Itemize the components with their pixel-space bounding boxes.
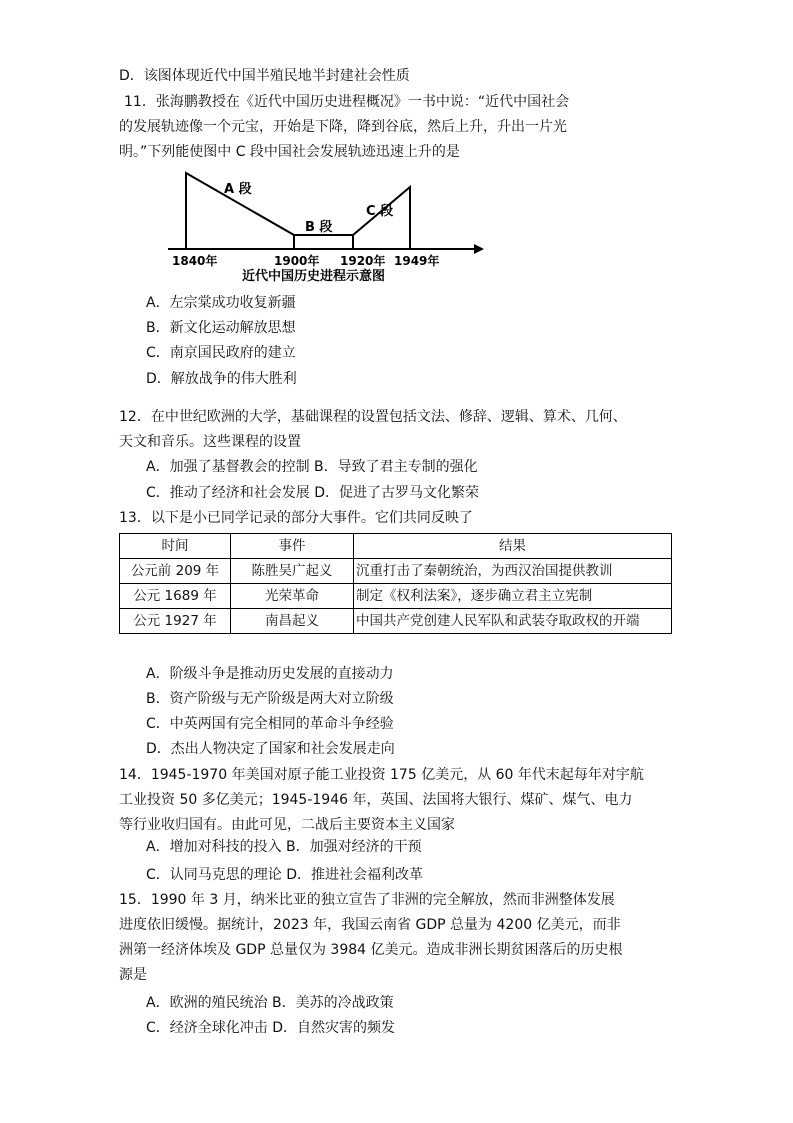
q12-options-cd: C．推动了经济和社会发展 D．促进了古罗马文化繁荣 (146, 485, 480, 501)
q13-option-c: C．中英两国有完全相同的革命斗争经验 (146, 716, 394, 732)
table-row (120, 584, 672, 609)
q15-stem-line-4: 源是 (119, 967, 147, 983)
q14-options-cd: C．认同马克思的理论 D．推进社会福利改革 (146, 867, 424, 883)
q15-stem-line-3: 洲第一经济体埃及 GDP 总量仅为 3984 亿美元。造成非洲长期贫困落后的历史根 (119, 942, 623, 958)
segment-a-label: A 段 (224, 182, 252, 197)
cell-event: 光荣革命 (231, 584, 354, 609)
table-header-row (120, 534, 672, 559)
segment-b-shape (294, 235, 353, 249)
cell-result: 沉重打击了秦朝统治，为西汉治国提供教训 (354, 559, 672, 584)
q12-options-ab: A．加强了基督教会的控制 B．导致了君主专制的强化 (146, 459, 478, 475)
q11-option-b: B．新文化运动解放思想 (146, 320, 296, 336)
table-row (120, 609, 672, 634)
header-time: 时间 (120, 534, 231, 559)
q13-option-a: A．阶级斗争是推动历史发展的直接动力 (146, 666, 394, 682)
q14-stem-line-2: 工业投资 50 多亿美元；1945-1946 年，英国、法国将大银行、煤矿、煤气、电力 (119, 792, 633, 808)
segment-c-label: C 段 (366, 204, 394, 219)
q15-stem-line-1: 15．1990 年 3 月，纳米比亚的独立宣告了非洲的完全解放，然而非洲整体发展 (119, 892, 615, 908)
q15-options-cd: C．经济全球化冲击 D．自然灾害的频发 (146, 1020, 396, 1036)
cell-time: 公元 1689 年 (120, 584, 231, 609)
q11-option-a: A．左宗棠成功收复新疆 (146, 295, 296, 311)
cell-event: 陈胜吴广起义 (231, 559, 354, 584)
q13-option-d: D．杰出人物决定了国家和社会发展走向 (146, 741, 395, 757)
q11-option-d: D．解放战争的伟大胜利 (146, 371, 297, 387)
q11-stem-line-1: 11．张海鹏教授在《近代中国历史进程概况》一书中说：“近代中国社会 (124, 94, 570, 110)
year-label-1949: 1949年 (394, 254, 440, 268)
diagram-caption: 近代中国历史进程示意图 (242, 269, 386, 284)
table-row (120, 559, 672, 584)
header-result: 结果 (354, 534, 672, 559)
cell-time: 公元 1927 年 (120, 609, 231, 634)
q14-stem-line-3: 等行业收归国有。由此可见，二战后主要资本主义国家 (119, 817, 455, 833)
q12-stem-line-2: 天文和音乐。这些课程的设置 (119, 434, 301, 450)
cell-time: 公元前 209 年 (120, 559, 231, 584)
q11-stem-line-2: 的发展轨迹像一个元宝，开始是下降，降到谷底，然后上升，升出一片光 (119, 119, 567, 135)
q13-option-b: B．资产阶级与无产阶级是两大对立阶级 (146, 691, 394, 707)
q15-stem-line-2: 进度依旧缓慢。据统计，2023 年，我国云南省 GDP 总量为 4200 亿美元，而非 (119, 917, 621, 933)
cell-event: 南昌起义 (231, 609, 354, 634)
cell-result: 中国共产党创建人民军队和武装夺取政权的开端 (354, 609, 672, 634)
q13-stem: 13．以下是小已同学记录的部分大事件。它们共同反映了 (119, 510, 473, 526)
cell-result: 制定《权利法案》，逐步确立君主立宪制 (354, 584, 672, 609)
events-table (119, 533, 672, 634)
q14-stem-line-1: 14．1945-1970 年美国对原子能工业投资 175 亿美元，从 60 年代末起每年对宇航 (119, 767, 644, 783)
q11-option-c: C．南京国民政府的建立 (146, 345, 296, 361)
year-label-1920: 1920年 (340, 254, 386, 268)
year-label-1840: 1840年 (172, 254, 218, 268)
timeline-arrow-icon (474, 244, 484, 254)
history-progress-diagram (160, 165, 490, 285)
q15-options-ab: A．欧洲的殖民统治 B．美苏的冷战政策 (146, 995, 394, 1011)
q10-option-d: D．该图体现近代中国半殖民地半封建社会性质 (119, 68, 410, 84)
q11-stem-line-3: 明。”下列能使图中 C 段中国社会发展轨迹迅速上升的是 (119, 144, 460, 160)
q14-options-ab: A．增加对科技的投入 B．加强对经济的干预 (146, 839, 422, 855)
header-event: 事件 (231, 534, 354, 559)
q12-stem-line-1: 12．在中世纪欧洲的大学，基础课程的设置包括文法、修辞、逻辑、算术、几何、 (119, 409, 627, 425)
year-label-1900: 1900年 (274, 254, 320, 268)
segment-b-label: B 段 (305, 220, 333, 235)
